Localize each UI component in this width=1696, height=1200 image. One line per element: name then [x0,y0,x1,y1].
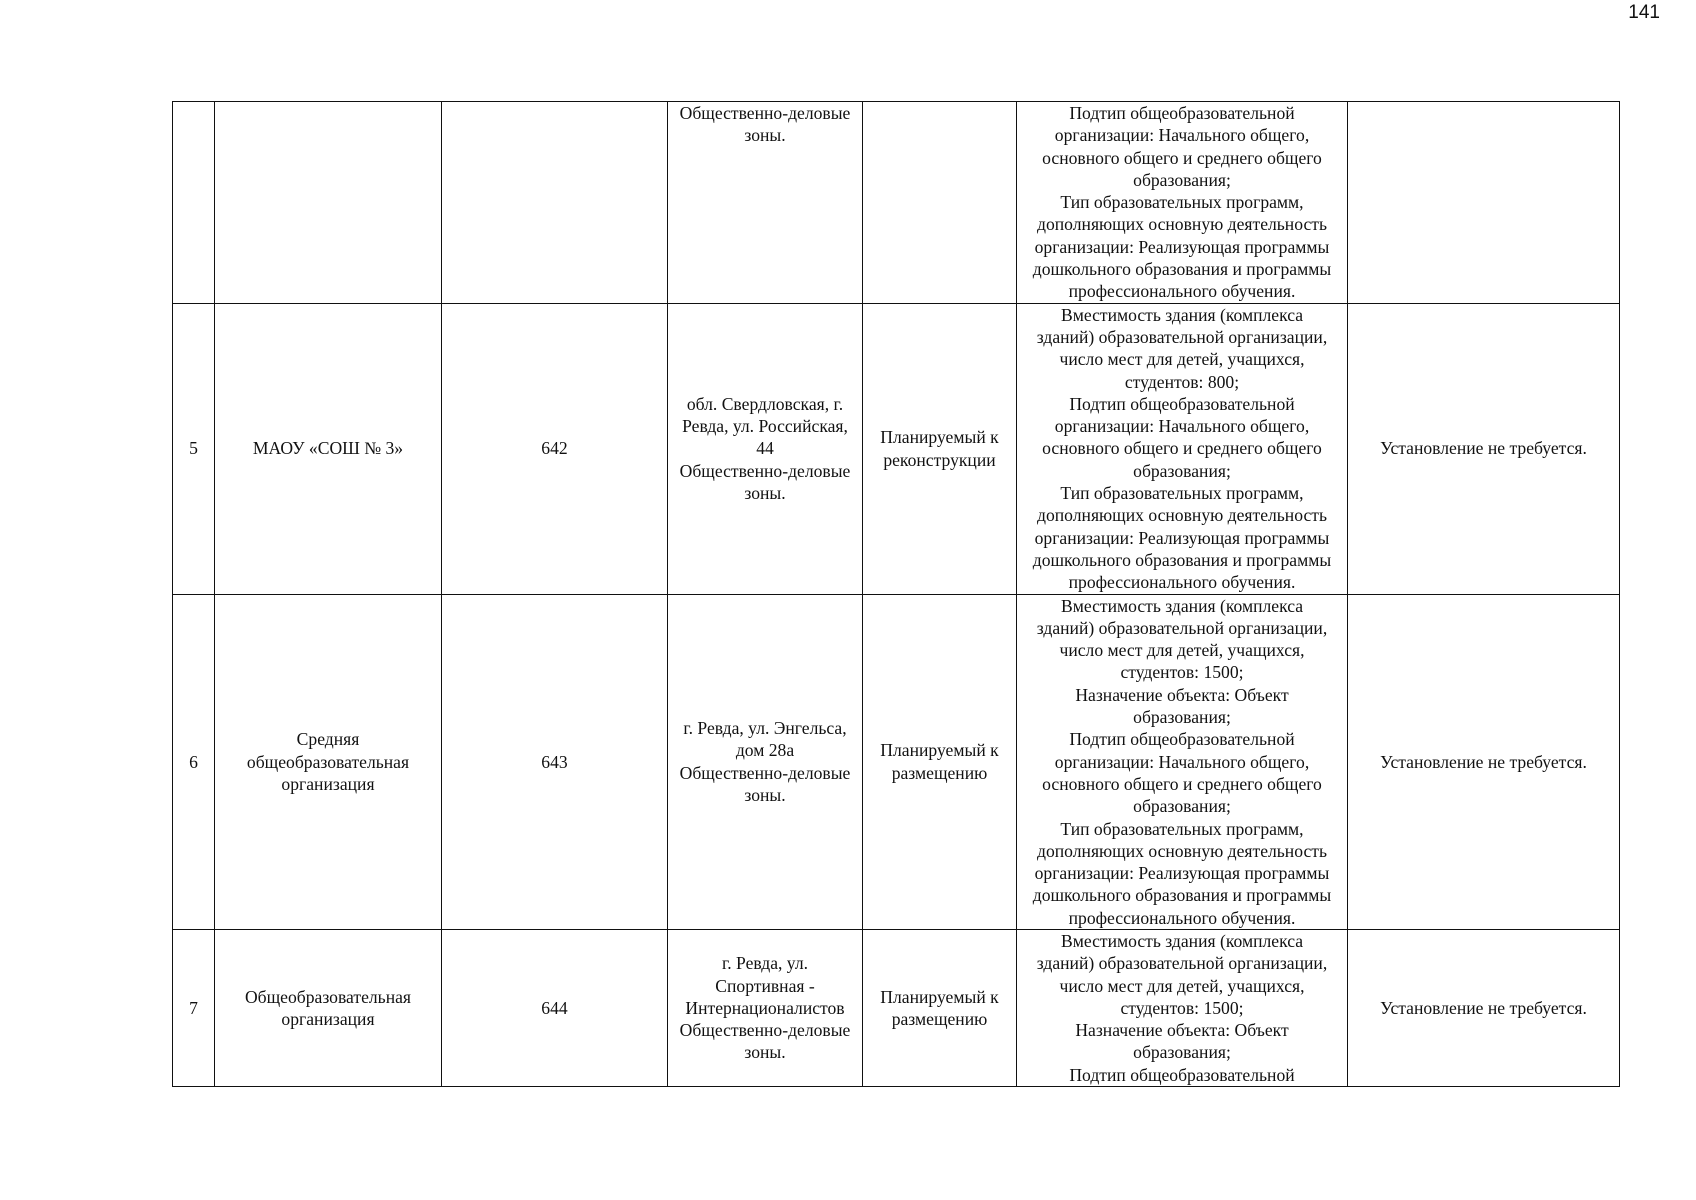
object-code-cell: 644 [442,929,668,1086]
object-name-cell: МАОУ «СОШ № 3» [215,303,442,594]
object-code-cell: 642 [442,303,668,594]
zones-cell: Установление не требуется. [1348,929,1620,1086]
status-cell: Планируемый к размещению [863,929,1017,1086]
characteristics-cell: Вместимость здания (комплекса зданий) образовательной организации, число мест для детей, учащихся, студентов: 1500; Назначение объекта: Объект образования; Подтип общеобразовательной [1017,929,1348,1086]
characteristics-cell: Подтип общеобразовательной организации: Начального общего, основного общего и среднего общего образования; Тип образовательных программ, дополняющих основную деятельность организации: Реализующая программы дошкольного образования и программы профессионального обучения. [1017,102,1348,304]
row-number-cell: 5 [173,303,215,594]
location-cell: Общественно-деловые зоны. [668,102,863,304]
zones-cell: Установление не требуется. [1348,303,1620,594]
characteristics-cell: Вместимость здания (комплекса зданий) образовательной организации, число мест для детей, учащихся, студентов: 1500; Назначение объекта: Объект образования; Подтип общеобразовательной организации: Начального общего, основного общего и среднего общего образования; Тип образовательных программ, дополняющих основную деятельность организации: Реализующая программы дошкольного образования и программы профессионального обучения. [1017,594,1348,929]
zones-cell: Установление не требуется. [1348,594,1620,929]
location-cell: г. Ревда, ул. Энгельса, дом 28а Общественно-деловые зоны. [668,594,863,929]
object-name-cell: Общеобразовательная организация [215,929,442,1086]
row-number-cell: 6 [173,594,215,929]
table-row [173,929,1620,1086]
object-code-cell [442,102,668,304]
status-cell: Планируемый к реконструкции [863,303,1017,594]
table-row [173,303,1620,594]
object-code-cell: 643 [442,594,668,929]
table-row [173,102,1620,304]
object-name-cell [215,102,442,304]
characteristics-cell: Вместимость здания (комплекса зданий) образовательной организации, число мест для детей, учащихся, студентов: 800; Подтип общеобразовательной организации: Начального общего, основного общего и среднего общего образования; Тип образовательных программ, дополняющих основную деятельность организации: Реализующая программы дошкольного образования и программы профессионального обучения. [1017,303,1348,594]
page-number: 141 [1628,2,1660,23]
location-cell: г. Ревда, ул. Спортивная - Интернационалистов Общественно-деловые зоны. [668,929,863,1086]
status-cell [863,102,1017,304]
status-cell: Планируемый к размещению [863,594,1017,929]
table-row [173,594,1620,929]
zones-cell [1348,102,1620,304]
row-number-cell [173,102,215,304]
row-number-cell: 7 [173,929,215,1086]
objects-table [172,101,1620,1087]
location-cell: обл. Свердловская, г. Ревда, ул. Российская, 44 Общественно-деловые зоны. [668,303,863,594]
object-name-cell: Средняя общеобразовательная организация [215,594,442,929]
